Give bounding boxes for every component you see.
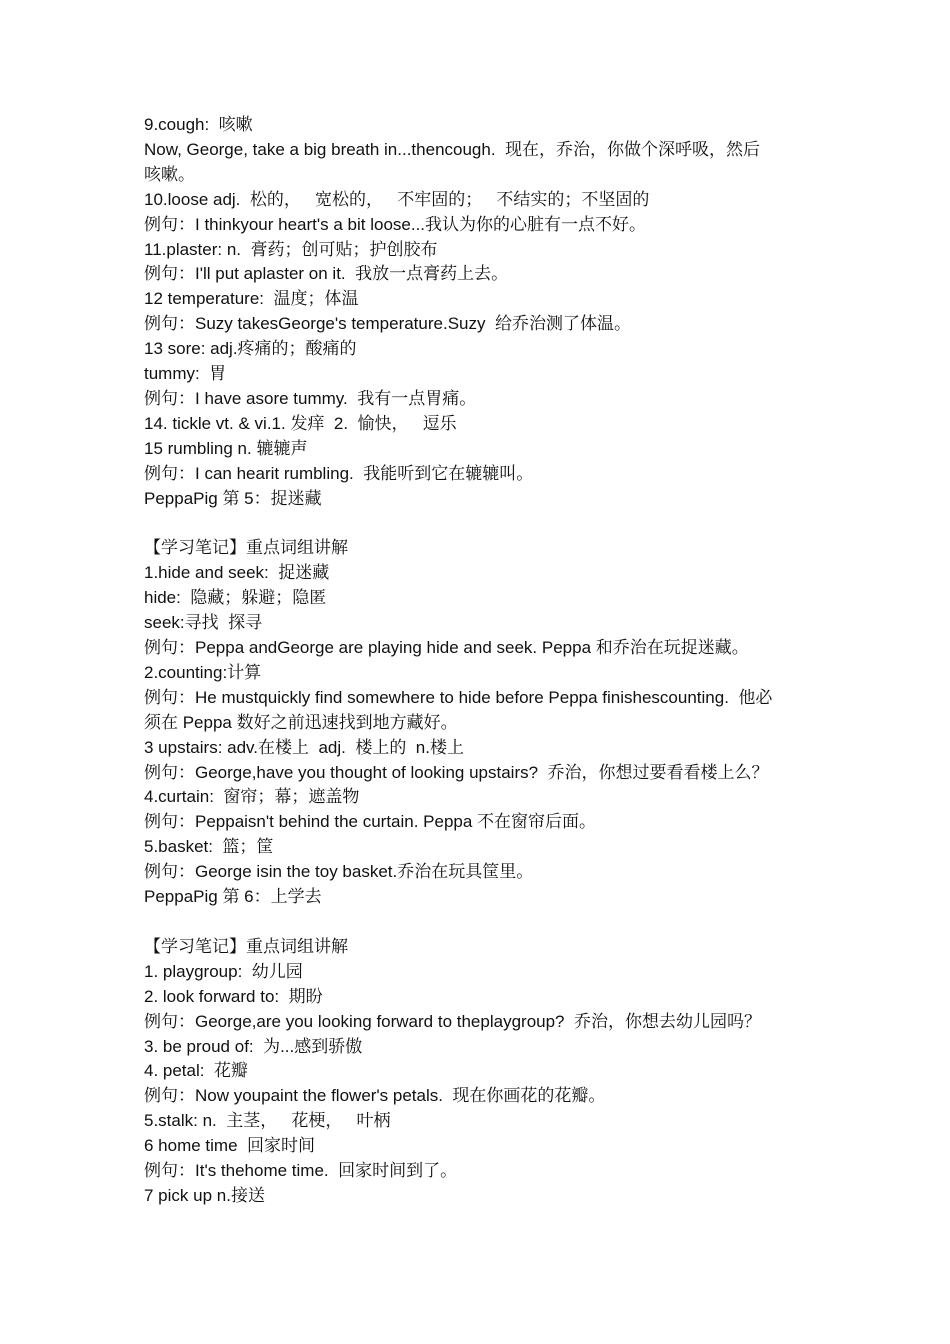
text-line: 4.curtain: 窗帘；幕；遮盖物 <box>144 787 360 807</box>
text-line: 例句：Peppa andGeorge are playing hide and seek. Peppa 和乔治在玩捉迷藏。 <box>144 638 749 658</box>
text-line: 1. playgroup: 幼儿园 <box>144 961 303 981</box>
text-line: 例句：Peppaisn't behind the curtain. Peppa 不在窗帘后面。 <box>144 812 597 832</box>
text-line: 【学习笔记】重点词组讲解 <box>144 538 348 558</box>
text-line: 6 home time 回家时间 <box>144 1136 315 1156</box>
text-line: 7 pick up n.接送 <box>144 1185 265 1205</box>
text-line: 例句：He mustquickly find somewhere to hide before Peppa finishescounting. 他必 <box>144 687 773 707</box>
text-line: 须在 Peppa 数好之前迅速找到地方藏好。 <box>144 712 458 732</box>
text-line: 2.counting:计算 <box>144 662 262 682</box>
text-line: 13 sore: adj.疼痛的；酸痛的 <box>144 339 357 359</box>
text-line: 3 upstairs: adv.在楼上 adj. 楼上的 n.楼上 <box>144 737 464 757</box>
text-line: 例句：It's thehome time. 回家时间到了。 <box>144 1161 458 1181</box>
text-line: 5.basket: 篮；筐 <box>144 837 274 857</box>
text-line: 1.hide and seek: 捉迷藏 <box>144 563 330 583</box>
text-line: 例句：Now youpaint the flower's petals. 现在你画花的花瓣。 <box>144 1086 606 1106</box>
text-line: hide: 隐藏；躲避；隐匿 <box>144 588 327 608</box>
text-line: 【学习笔记】重点词组讲解 <box>144 936 348 956</box>
blank-line <box>144 512 812 537</box>
text-line: 例句：George,have you thought of looking upstairs? 乔治，你想过要看看楼上么？ <box>144 762 769 782</box>
text-line: 14. tickle vt. & vi.1. 发痒 2. 愉快， 逗乐 <box>144 413 457 433</box>
text-line: 5.stalk: n. 主茎， 花梗， 叶柄 <box>144 1111 391 1131</box>
text-line: 10.loose adj. 松的， 宽松的， 不牢固的； 不结实的；不坚固的 <box>144 189 650 209</box>
text-line: 咳嗽。 <box>144 164 195 184</box>
text-line: 15 rumbling n. 辘辘声 <box>144 438 308 458</box>
document-body <box>144 113 812 1209</box>
blank-line <box>144 910 812 935</box>
text-line: 例句：I have asore tummy. 我有一点胃痛。 <box>144 388 477 408</box>
text-line: PeppaPig 第 5：捉迷藏 <box>144 488 322 508</box>
text-line: 12 temperature: 温度；体温 <box>144 289 359 309</box>
text-line: 例句：Suzy takesGeorge's temperature.Suzy 给乔治测了体温。 <box>144 314 631 334</box>
text-line: 例句：I can hearit rumbling. 我能听到它在辘辘叫。 <box>144 463 534 483</box>
text-line: tummy: 胃 <box>144 364 227 384</box>
text-line: PeppaPig 第 6：上学去 <box>144 887 322 907</box>
text-line: 2. look forward to: 期盼 <box>144 986 323 1006</box>
text-line: 11.plaster: n. 膏药；创可贴；护创胶布 <box>144 239 438 259</box>
text-line: 例句：George,are you looking forward to theplaygroup? 乔治，你想去幼儿园吗？ <box>144 1011 761 1031</box>
text-line: 例句：I thinkyour heart's a bit loose...我认为你的心脏有一点不好。 <box>144 214 647 234</box>
text-line: 4. petal: 花瓣 <box>144 1061 248 1081</box>
text-line: 9.cough: 咳嗽 <box>144 115 253 134</box>
text-line: 例句：I'll put aplaster on it. 我放一点膏药上去。 <box>144 264 509 284</box>
text-line: Now, George, take a big breath in...thencough. 现在，乔治，你做个深呼吸，然后 <box>144 139 761 159</box>
text-line: seek:寻找 探寻 <box>144 613 263 633</box>
text-line: 3. be proud of: 为...感到骄傲 <box>144 1036 363 1056</box>
text-line: 例句：George isin the toy basket.乔治在玩具筐里。 <box>144 862 534 882</box>
